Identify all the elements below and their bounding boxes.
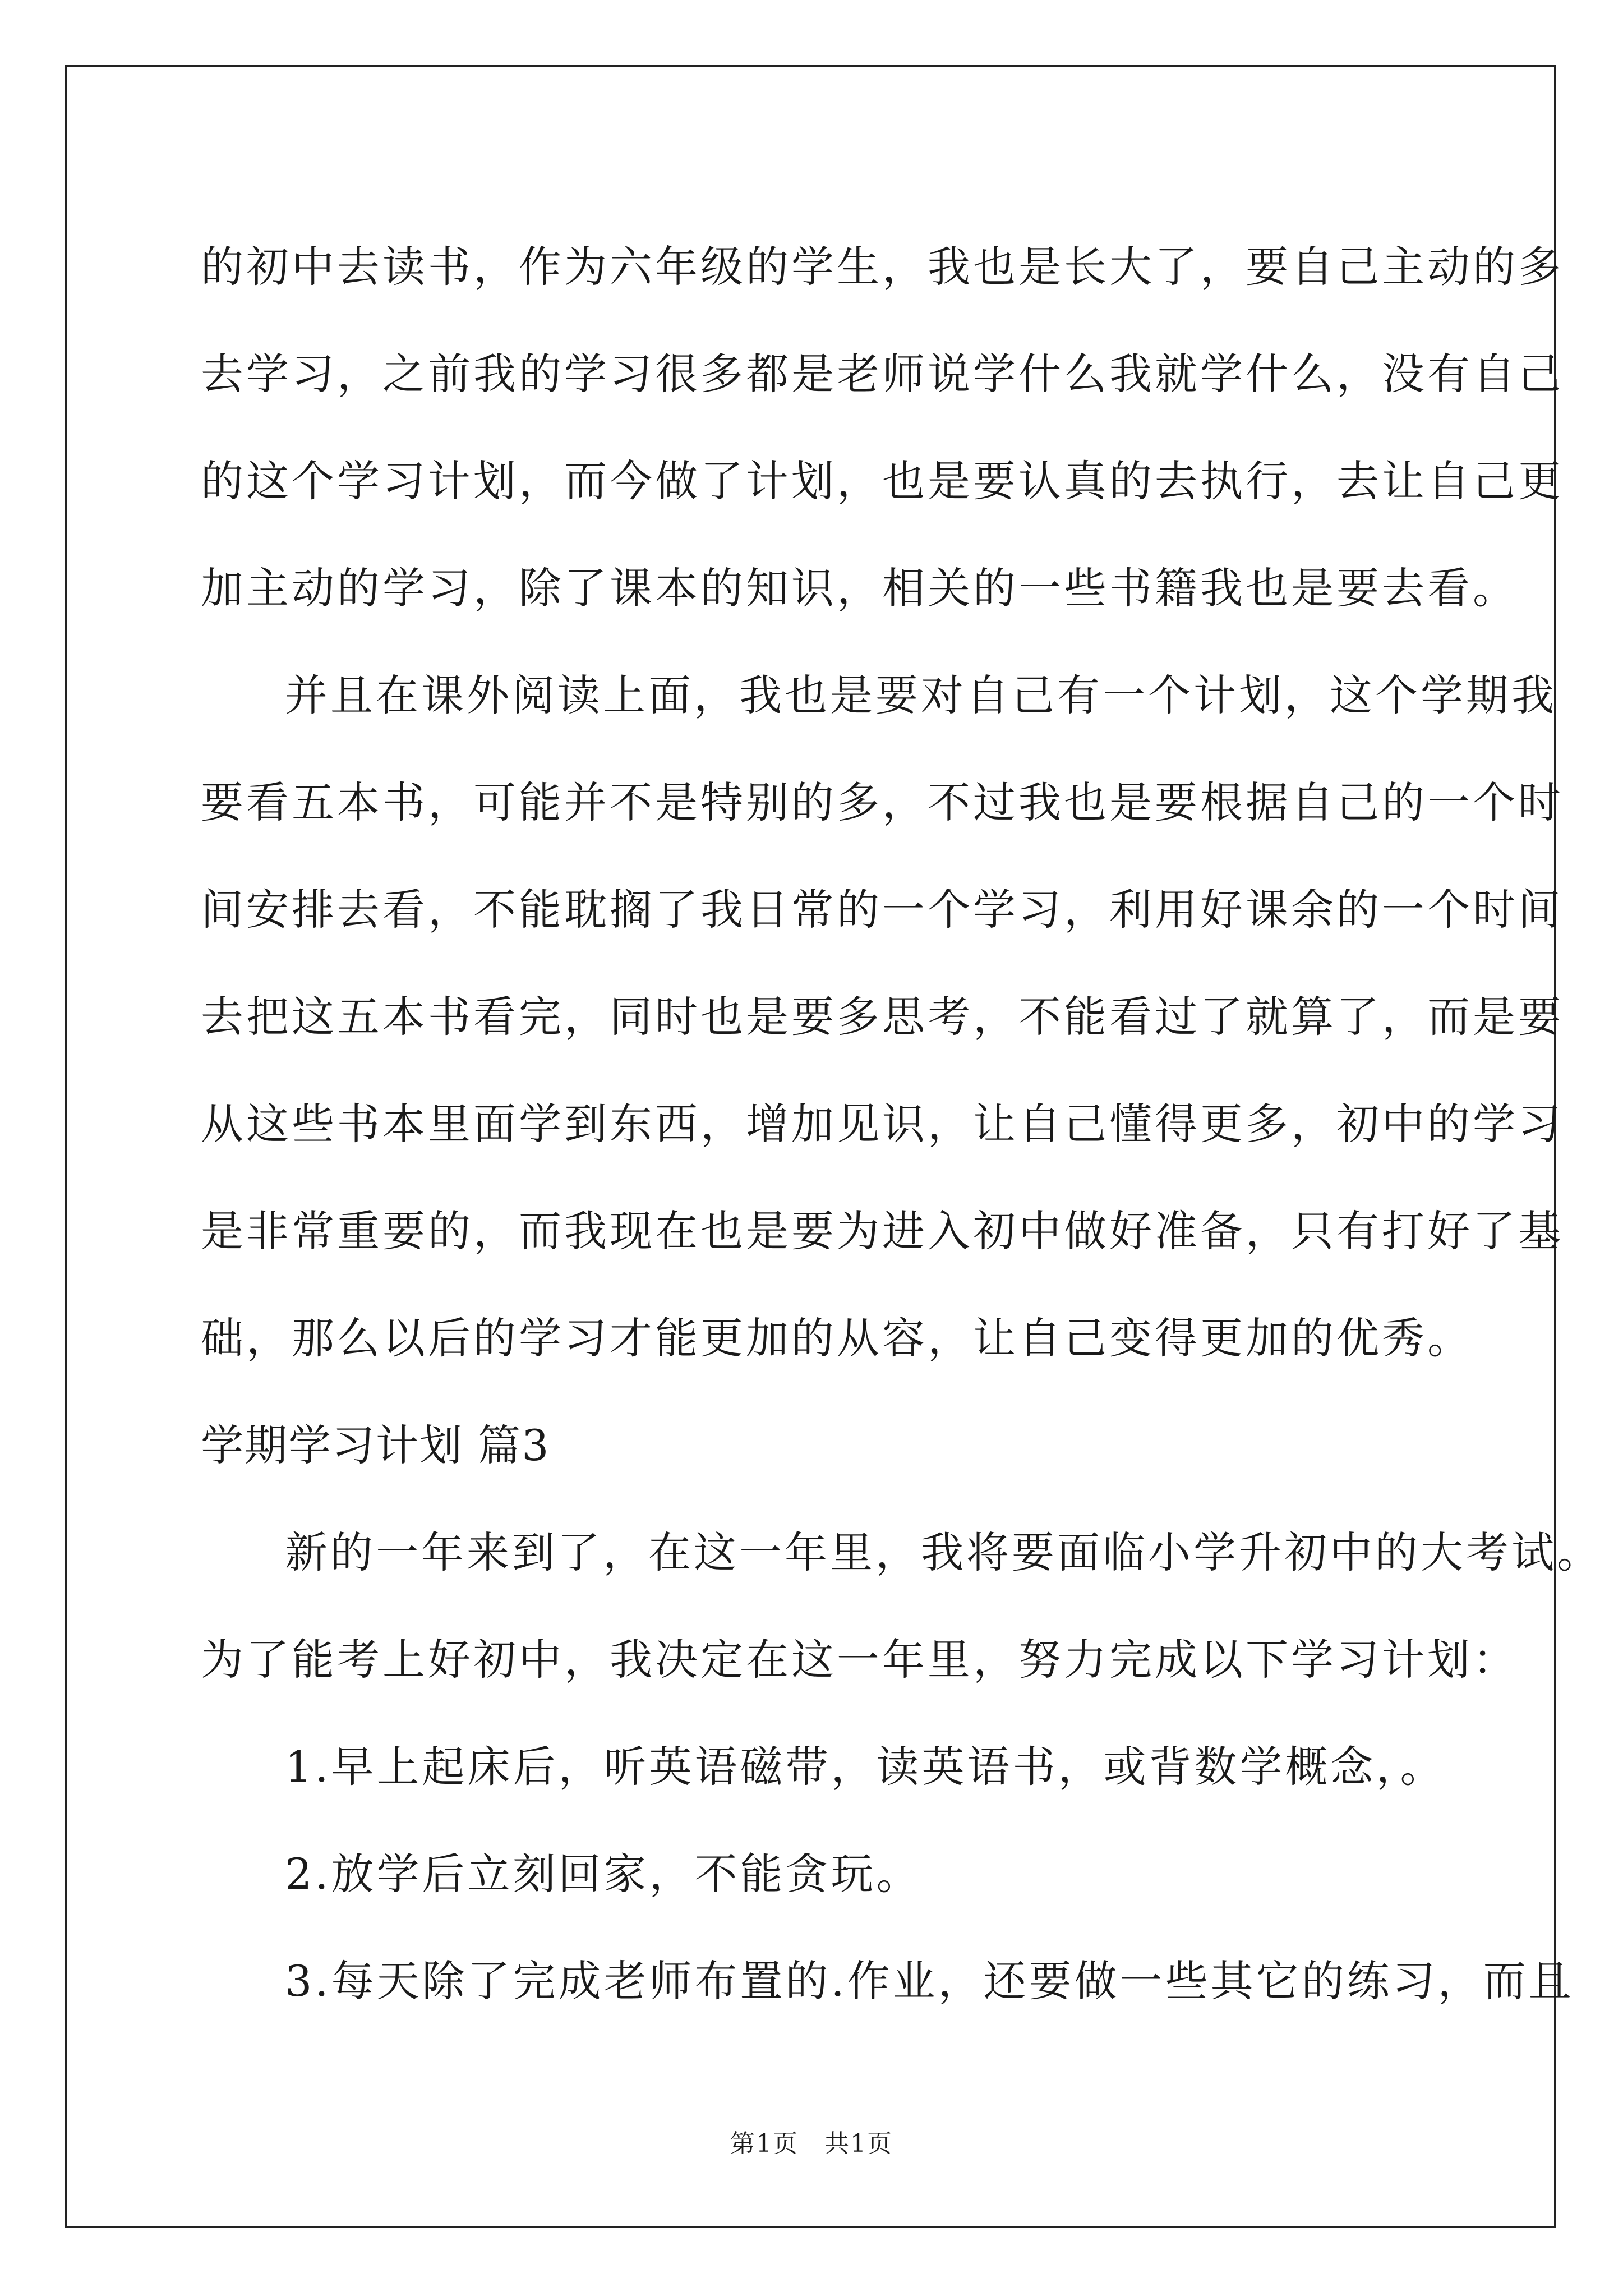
text-line: 础，那么以后的学习才能更加的从容，让自己变得更加的优秀。	[201, 1313, 1473, 1363]
text-line: 是非常重要的，而我现在也是要为进入初中做好准备，只有打好了基	[201, 1206, 1564, 1256]
text-line: 间安排去看，不能耽搁了我日常的一个学习，利用好课余的一个时间	[201, 885, 1564, 935]
text-line: 去把这五本书看完，同时也是要多思考，不能看过了就算了，而是要	[201, 992, 1564, 1042]
text-line: 为了能考上好初中，我决定在这一年里，努力完成以下学习计划：	[201, 1635, 1518, 1685]
text-line: 加主动的学习，除了课本的知识，相关的一些书籍我也是要去看。	[201, 563, 1518, 613]
paragraph-start-line: 并且在课外阅读上面，我也是要对自己有一个计划，这个学期我	[285, 670, 1557, 720]
list-item: 3.每天除了完成老师布置的.作业，还要做一些其它的练习，而且	[285, 1956, 1574, 2006]
text-line: 的初中去读书，作为六年级的学生，我也是长大了，要自己主动的多	[201, 242, 1564, 292]
list-item: 2.放学后立刻回家，不能贪玩。	[285, 1849, 922, 1899]
text-line: 的这个学习计划，而今做了计划，也是要认真的去执行，去让自己更	[201, 456, 1564, 506]
paragraph-start-line: 新的一年来到了，在这一年里，我将要面临小学升初中的大考试。	[285, 1527, 1602, 1577]
list-item: 1.早上起床后，听英语磁带，读英语书，或背数学概念，。	[285, 1742, 1446, 1792]
document-body	[201, 213, 1602, 2035]
text-line: 要看五本书，可能并不是特别的多，不过我也是要根据自己的一个时	[201, 777, 1564, 827]
text-line: 从这些书本里面学到东西，增加见识，让自己懂得更多，初中的学习	[201, 1099, 1564, 1149]
section-heading: 学期学习计划 篇3	[201, 1420, 550, 1470]
text-line: 去学习，之前我的学习很多都是老师说学什么我就学什么，没有自己	[201, 349, 1564, 399]
page-footer: 第1页 共1页	[730, 2129, 893, 2158]
